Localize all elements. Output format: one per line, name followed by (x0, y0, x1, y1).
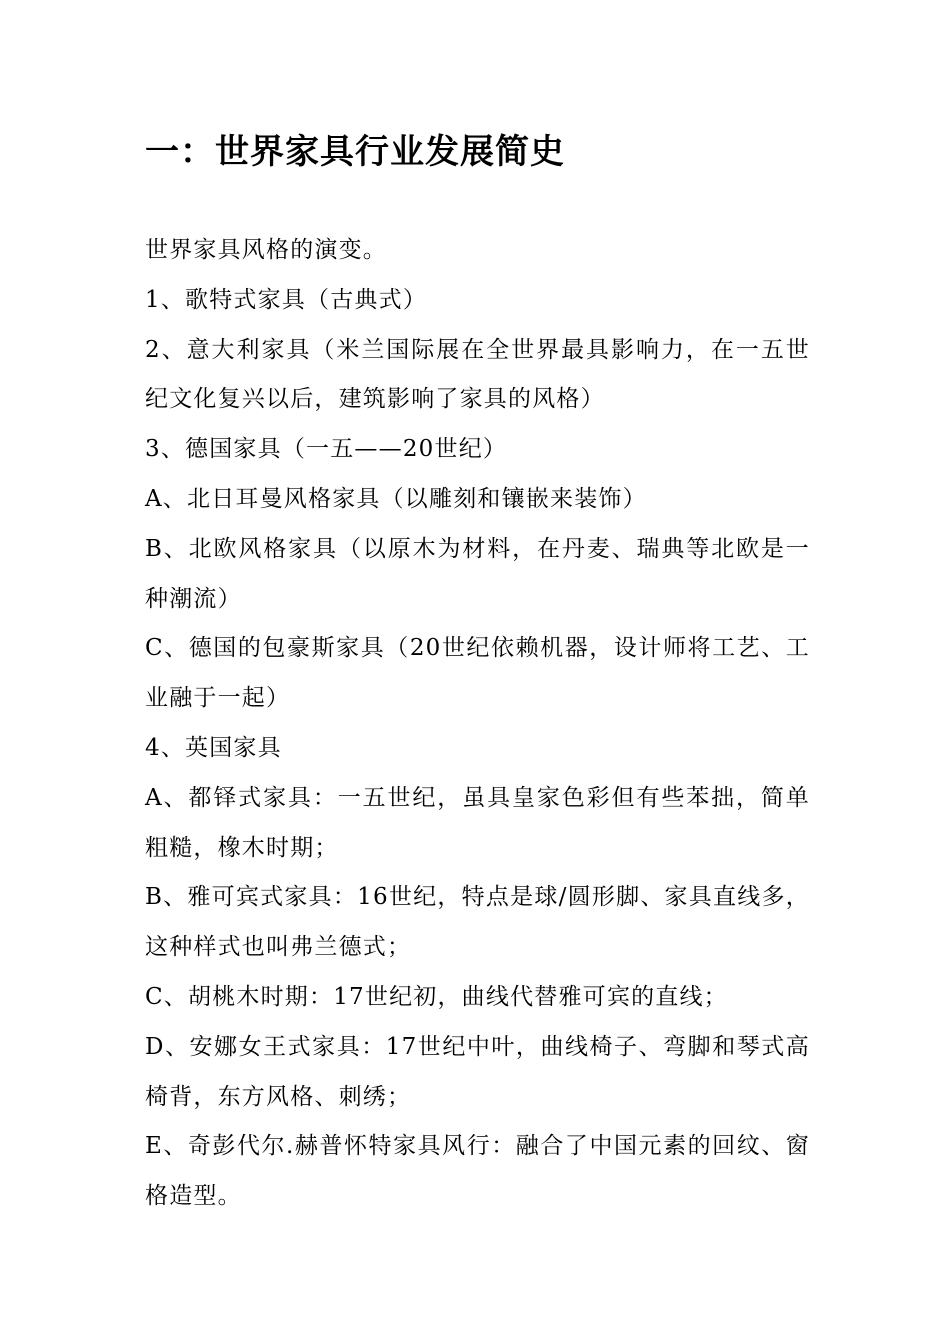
paragraph-german-a: A、北日耳曼风格家具（以雕刻和镶嵌来装饰） (145, 485, 647, 512)
document-body (145, 226, 810, 1222)
paragraph-british-a: A、都铎式家具：一五世纪，虽具皇家色彩但有些苯拙，简单粗糙，橡木时期； (145, 784, 810, 861)
paragraph-gothic: 1、歌特式家具（古典式） (145, 286, 428, 313)
paragraph-german-c: C、德国的包豪斯家具（20世纪依赖机器，设计师将工艺、工业融于一起） (145, 635, 810, 712)
paragraph-british-b: B、雅可宾式家具：16世纪，特点是球/圆形脚、家具直线多，这种样式也叫弗兰德式； (145, 884, 810, 961)
paragraph-british-d: D、安娜女王式家具：17世纪中叶，曲线椅子、弯脚和琴式高椅背，东方风格、刺绣； (145, 1033, 810, 1110)
paragraph-british-e: E、奇彭代尔.赫普怀特家具风行：融合了中国元素的回纹、窗格造型。 (145, 1133, 810, 1210)
paragraph-british: 4、英国家具 (145, 734, 282, 761)
paragraph-german-b: B、北欧风格家具（以原木为材料，在丹麦、瑞典等北欧是一种潮流） (145, 535, 810, 612)
paragraph-german: 3、德国家具（一五——20世纪） (145, 436, 508, 463)
paragraph-intro: 世界家具风格的演变。 (145, 237, 387, 263)
paragraph-british-c: C、胡桃木时期：17世纪初，曲线代替雅可宾的直线； (145, 983, 728, 1010)
paragraph-italian: 2、意大利家具（米兰国际展在全世界最具影响力，在一五世纪文化复兴以后，建筑影响了家具的风格） (145, 336, 810, 413)
document-title: 一：世界家具行业发展简史 (145, 132, 565, 172)
